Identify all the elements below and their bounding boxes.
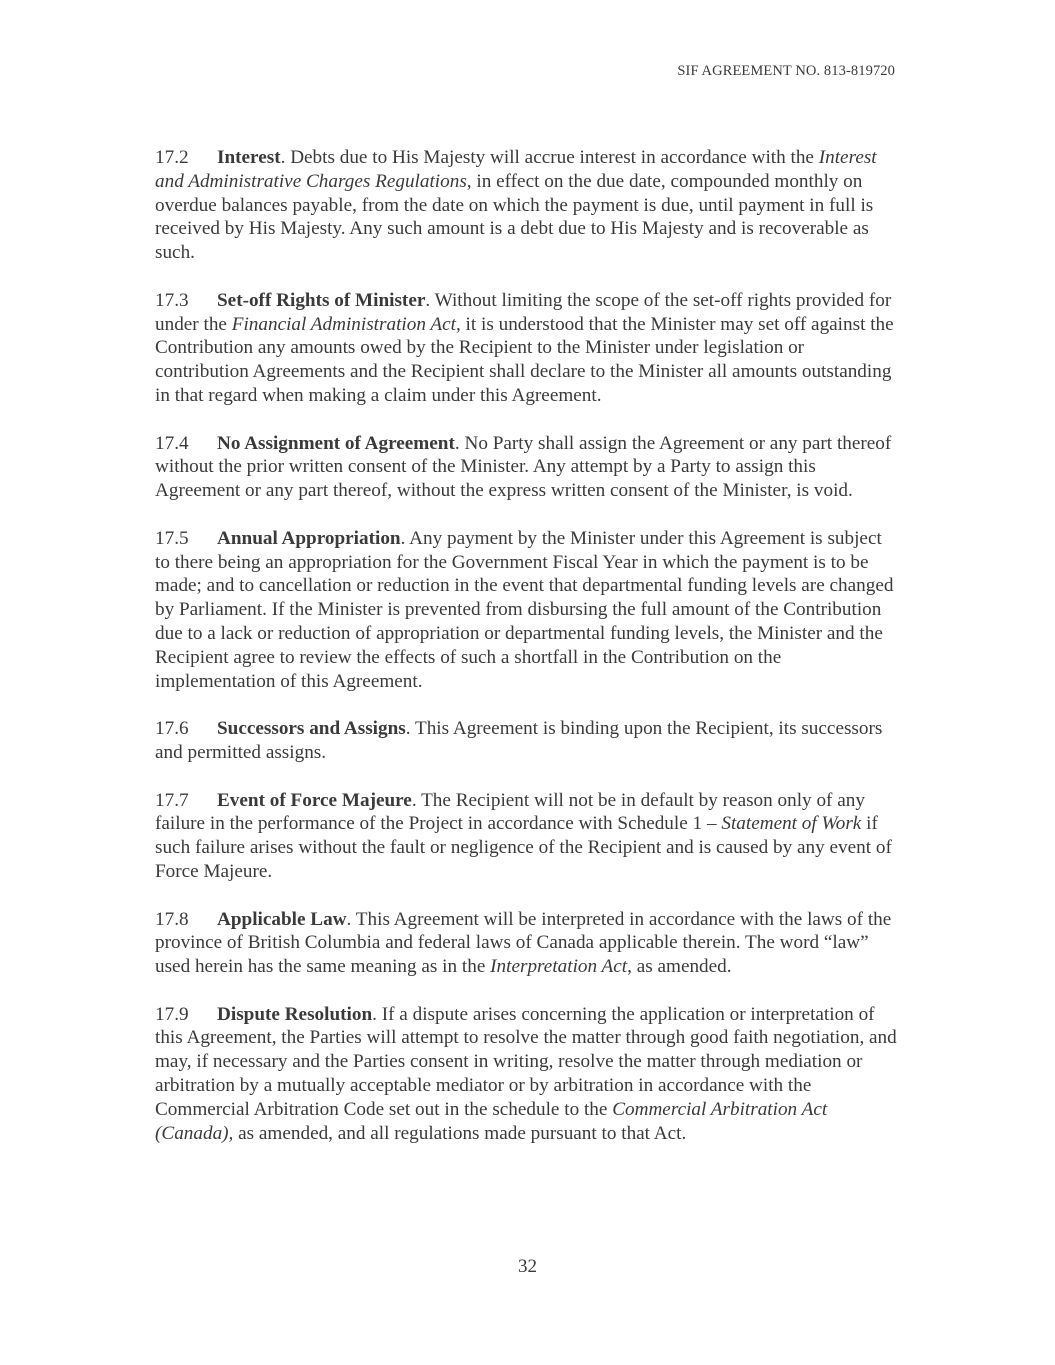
section-heading: Event of Force Majeure xyxy=(217,789,412,811)
section-text: , it is understood that the Minister may set off against the Contribution any amounts owed by the Recipient to the Minister under legislation or contribution Agreements and the Recipient shall declare to the Minister all amounts outstanding in that regard when making a claim under this Agreement. xyxy=(155,313,894,406)
section-number: 17.2 xyxy=(155,147,189,168)
section-text: . No Party shall assign the Agreement or any part thereof without the prior written consent of the Minister. Any attempt by a Party to assign this Agreement or any part thereof, without the express written consent of the Minister, is void. xyxy=(155,432,892,502)
section-text: . The Recipient will not be in default by reason only of any failure in the performance of the Project in accordance with Schedule 1 – xyxy=(155,789,865,835)
section-number: 17.8 xyxy=(155,908,189,930)
agreement-number-header: SIF AGREEMENT NO. 813-819720 xyxy=(677,63,895,79)
section-text: . If a dispute arises concerning the application or interpretation of this Agreement, the Parties will attempt to resolve the matter through good faith negotiation, and may, if necessary and the Parties consent in writing, resolve the matter through mediation or arbitration by a mutually acceptable mediator or by arbitration in accordance with the Commercial Arbitration Code set out in the schedule to the xyxy=(155,1003,897,1120)
section-heading: Applicable Law xyxy=(217,908,347,930)
section-text: . This Agreement is binding upon the Recipient, its successors and permitted assigns. xyxy=(155,718,883,763)
document-body xyxy=(155,146,900,1169)
section-number: 17.6 xyxy=(155,718,189,740)
section-number: 17.4 xyxy=(155,432,189,454)
section-text: , as amended. xyxy=(627,956,732,978)
section-17-5 xyxy=(155,527,900,694)
section-number: 17.3 xyxy=(155,289,189,311)
section-heading: Set-off Rights of Minister xyxy=(217,289,426,311)
statute-reference: Commercial Arbitration Act (Canada), xyxy=(155,1098,828,1144)
section-text: if such failure arises without the fault or negligence of the Recipient and is caused by any event of Force Majeure. xyxy=(155,813,892,882)
section-17-8 xyxy=(155,908,900,979)
schedule-reference: Statement of Work xyxy=(721,813,862,835)
statute-reference: Interpretation Act xyxy=(490,956,628,978)
section-heading: Interest xyxy=(217,147,281,168)
statute-reference: Interest and Administrative Charges Regulations xyxy=(155,147,877,192)
section-text: . This Agreement will be interpreted in accordance with the laws of the province of British Columbia and federal laws of Canada applicable therein. The word “law” used herein has the same meaning as in the xyxy=(155,908,892,978)
section-heading: Dispute Resolution xyxy=(217,1003,373,1025)
section-number: 17.9 xyxy=(155,1003,189,1025)
section-heading: No Assignment of Agreement xyxy=(217,432,455,454)
section-17-3 xyxy=(155,289,900,408)
section-number: 17.5 xyxy=(155,527,189,549)
section-17-9 xyxy=(155,1003,900,1146)
section-17-7 xyxy=(155,789,900,884)
section-text: , in effect on the due date, compounded monthly on overdue balances payable, from the date on which the payment is due, until payment in full is received by His Majesty. Any such amount is a debt due to His Majesty and is recoverable as such. xyxy=(155,170,874,264)
section-heading: Annual Appropriation xyxy=(217,527,401,549)
section-text: as amended, and all regulations made pursuant to that Act. xyxy=(233,1122,687,1144)
section-17-6 xyxy=(155,717,900,765)
section-number: 17.7 xyxy=(155,789,189,811)
section-heading: Successors and Assigns xyxy=(217,718,406,740)
page-number: 32 xyxy=(518,1256,537,1277)
section-17-4 xyxy=(155,432,900,503)
statute-reference: Financial Administration Act xyxy=(231,313,456,335)
section-text: . Without limiting the scope of the set-off rights provided for under the xyxy=(155,289,892,335)
section-17-2 xyxy=(155,146,900,265)
section-text: . Debts due to His Majesty will accrue interest in accordance with the xyxy=(280,147,819,168)
section-text: . Any payment by the Minister under this Agreement is subject to there being an appropriation for the Government Fiscal Year in which the payment is to be made; and to cancellation or reduction in the event that departmental funding levels are changed by Parliament. If the Minister is prevented from disbursing the full amount of the Contribution due to a lack or reduction of appropriation or departmental funding levels, the Minister and the Recipient agree to review the effects of such a shortfall in the Contribution on the implementation of this Agreement. xyxy=(155,527,894,692)
